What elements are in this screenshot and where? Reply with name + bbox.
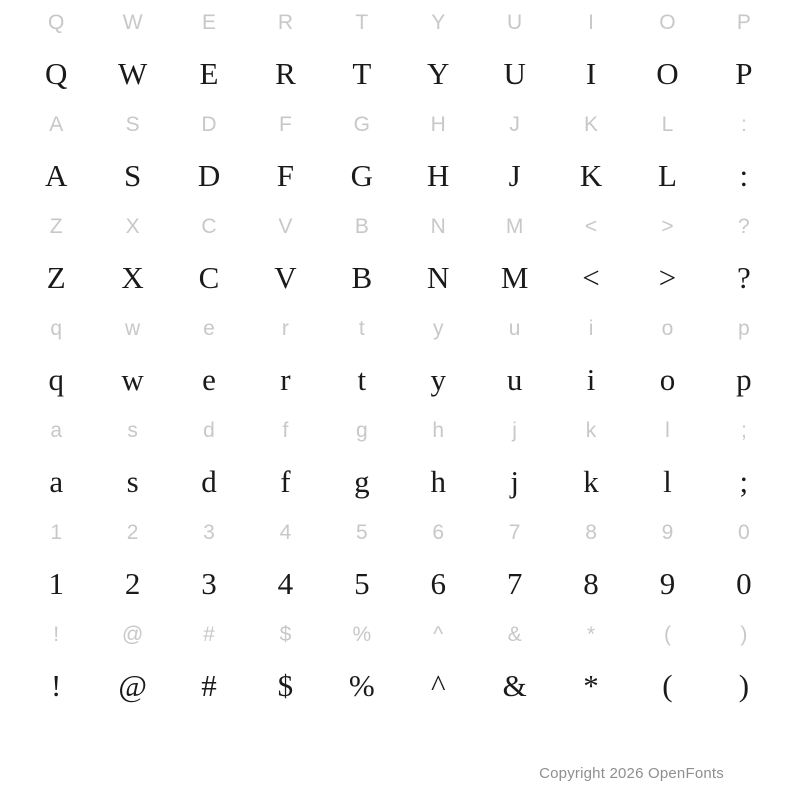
glyph-cell: Y xyxy=(427,55,450,91)
key-label-cell: K xyxy=(584,112,599,136)
glyph-cell: P xyxy=(735,55,753,91)
glyph-cell: a xyxy=(49,463,64,499)
glyph-cell: H xyxy=(427,157,450,193)
key-label-cell: D xyxy=(201,112,217,136)
glyph-specimen-row xyxy=(18,554,782,612)
key-label-cell: g xyxy=(355,418,368,442)
key-label-cell: ! xyxy=(53,622,60,646)
glyph-cell: E xyxy=(199,55,219,91)
glyph-cell: l xyxy=(663,463,672,499)
key-label-cell: l xyxy=(665,418,670,442)
glyph-cell: 4 xyxy=(277,565,294,601)
glyph-cell: 7 xyxy=(506,565,523,601)
key-label-cell: F xyxy=(279,112,292,136)
glyph-cell: k xyxy=(583,463,599,499)
glyph-cell: S xyxy=(123,157,142,193)
key-label-row xyxy=(18,408,782,452)
glyph-cell: < xyxy=(582,259,600,295)
key-label-cell: h xyxy=(432,418,445,442)
glyph-cell: Q xyxy=(45,55,68,91)
glyph-cell: R xyxy=(275,55,296,91)
key-label-cell: W xyxy=(122,10,143,34)
key-label-cell: 2 xyxy=(126,520,139,544)
key-label-cell: X xyxy=(125,214,140,238)
key-label-cell: B xyxy=(354,214,369,238)
key-label-cell: 4 xyxy=(279,520,292,544)
key-label-cell: M xyxy=(505,214,524,238)
glyph-cell: @ xyxy=(118,667,147,703)
glyph-cell: $ xyxy=(277,667,294,703)
glyph-cell: h xyxy=(430,463,446,499)
key-label-cell: $ xyxy=(279,622,292,646)
glyph-cell: : xyxy=(739,157,749,193)
key-label-cell: k xyxy=(585,418,597,442)
key-label-cell: f xyxy=(282,418,289,442)
key-label-cell: E xyxy=(202,10,217,34)
key-label-cell: @ xyxy=(121,622,144,646)
glyph-cell: K xyxy=(579,157,603,193)
key-label-cell: 6 xyxy=(432,520,445,544)
glyph-cell: U xyxy=(503,55,526,91)
glyph-cell: C xyxy=(198,259,220,295)
key-label-cell: 0 xyxy=(738,520,750,544)
key-label-cell: > xyxy=(661,214,674,238)
glyph-cell: & xyxy=(502,667,527,703)
glyph-cell: J xyxy=(508,157,521,193)
glyph-cell: e xyxy=(202,361,216,397)
key-label-cell: p xyxy=(738,316,750,340)
glyph-cell: j xyxy=(510,463,519,499)
key-label-row xyxy=(18,510,782,554)
key-label-cell: ; xyxy=(740,418,747,442)
key-label-cell: : xyxy=(740,112,747,136)
key-label-cell: & xyxy=(507,622,522,646)
key-label-cell: s xyxy=(127,418,138,442)
glyph-cell: t xyxy=(357,361,367,397)
key-label-cell: 9 xyxy=(661,520,674,544)
glyph-cell: * xyxy=(583,667,599,703)
key-label-row xyxy=(18,102,782,146)
glyph-cell: L xyxy=(657,157,677,193)
key-label-cell: 1 xyxy=(50,520,63,544)
glyph-cell: f xyxy=(280,463,291,499)
glyph-cell: ) xyxy=(738,667,750,703)
key-label-cell: 8 xyxy=(585,520,597,544)
key-label-cell: Z xyxy=(49,214,63,238)
key-label-cell: J xyxy=(509,112,520,136)
key-label-cell: C xyxy=(201,214,217,238)
glyph-cell: g xyxy=(354,463,370,499)
key-label-cell: * xyxy=(586,622,596,646)
key-label-cell: i xyxy=(588,316,594,340)
glyph-cell: B xyxy=(351,259,373,295)
glyph-cell: ^ xyxy=(430,667,446,703)
glyph-cell: w xyxy=(121,361,144,397)
key-label-cell: S xyxy=(125,112,140,136)
glyph-cell: Z xyxy=(46,259,66,295)
key-label-cell: < xyxy=(584,214,598,238)
key-label-cell: j xyxy=(512,418,517,442)
key-label-cell: H xyxy=(430,112,446,136)
key-label-cell: y xyxy=(432,316,444,340)
glyph-cell: u xyxy=(506,361,523,397)
glyph-cell: G xyxy=(350,157,374,193)
key-label-cell: 7 xyxy=(508,520,521,544)
glyph-cell: F xyxy=(276,157,295,193)
key-label-cell: P xyxy=(736,10,751,34)
glyph-cell: O xyxy=(656,55,679,91)
glyph-cell: > xyxy=(658,259,677,295)
glyph-specimen-row xyxy=(18,656,782,714)
key-label-row xyxy=(18,612,782,656)
key-label-cell: q xyxy=(50,316,63,340)
key-label-cell: G xyxy=(353,112,370,136)
key-label-row xyxy=(18,306,782,350)
key-label-cell: N xyxy=(430,214,446,238)
glyph-cell: I xyxy=(585,55,597,91)
key-label-cell: ^ xyxy=(433,622,444,646)
key-label-cell: ( xyxy=(663,622,671,646)
key-label-cell: A xyxy=(49,112,64,136)
glyph-cell: 2 xyxy=(124,565,141,601)
glyph-cell: W xyxy=(117,55,148,91)
glyph-cell: p xyxy=(736,361,752,397)
key-label-cell: 5 xyxy=(355,520,368,544)
glyph-cell: A xyxy=(45,157,68,193)
key-label-cell: % xyxy=(352,622,372,646)
glyph-cell: q xyxy=(48,361,64,397)
glyph-specimen-row xyxy=(18,452,782,510)
glyph-cell: 0 xyxy=(736,565,752,601)
copyright-notice: Copyright 2026 OpenFonts xyxy=(539,765,724,782)
glyph-cell: T xyxy=(352,55,372,91)
key-label-cell: r xyxy=(281,316,289,340)
key-label-cell: Q xyxy=(48,10,65,34)
glyph-cell: o xyxy=(659,361,676,397)
key-label-cell: ) xyxy=(740,622,748,646)
key-label-cell: I xyxy=(588,10,594,34)
glyph-cell: s xyxy=(126,463,139,499)
key-label-cell: O xyxy=(659,10,676,34)
glyph-cell: r xyxy=(280,361,291,397)
key-label-cell: d xyxy=(203,418,215,442)
glyph-cell: d xyxy=(201,463,217,499)
glyph-specimen-row xyxy=(18,350,782,408)
glyph-cell: 8 xyxy=(583,565,599,601)
glyph-cell: 6 xyxy=(430,565,446,601)
key-label-cell: V xyxy=(278,214,293,238)
key-label-cell: a xyxy=(50,418,63,442)
glyph-specimen-row xyxy=(18,248,782,306)
key-label-cell: ? xyxy=(738,214,750,238)
glyph-specimen-row xyxy=(18,146,782,204)
glyph-cell: i xyxy=(586,361,596,397)
key-label-row xyxy=(18,204,782,248)
glyph-cell: 9 xyxy=(659,565,676,601)
glyph-cell: 1 xyxy=(48,565,64,601)
glyph-cell: V xyxy=(274,259,297,295)
key-label-cell: Y xyxy=(431,10,446,34)
key-label-cell: L xyxy=(661,112,674,136)
key-label-cell: w xyxy=(125,316,141,340)
glyph-cell: ? xyxy=(736,259,751,295)
glyph-cell: ; xyxy=(739,463,749,499)
key-label-cell: t xyxy=(358,316,365,340)
glyph-cell: ! xyxy=(51,667,62,703)
glyph-cell: # xyxy=(201,667,217,703)
glyph-specimen-row xyxy=(18,44,782,102)
glyph-cell: X xyxy=(121,259,144,295)
key-label-cell: e xyxy=(203,316,215,340)
glyph-cell: 5 xyxy=(354,565,370,601)
glyph-cell: N xyxy=(427,259,450,295)
key-label-cell: o xyxy=(661,316,674,340)
glyph-cell: ( xyxy=(662,667,673,703)
glyph-cell: 3 xyxy=(201,565,217,601)
key-label-row xyxy=(18,0,782,44)
key-label-cell: T xyxy=(355,10,369,34)
glyph-cell: y xyxy=(430,361,446,397)
glyph-cell: % xyxy=(348,667,375,703)
glyph-cell: M xyxy=(500,259,529,295)
key-label-cell: # xyxy=(203,622,215,646)
key-label-cell: U xyxy=(507,10,523,34)
key-label-cell: 3 xyxy=(203,520,215,544)
key-label-cell: u xyxy=(508,316,521,340)
glyph-cell: D xyxy=(197,157,221,193)
key-label-cell: R xyxy=(277,10,293,34)
